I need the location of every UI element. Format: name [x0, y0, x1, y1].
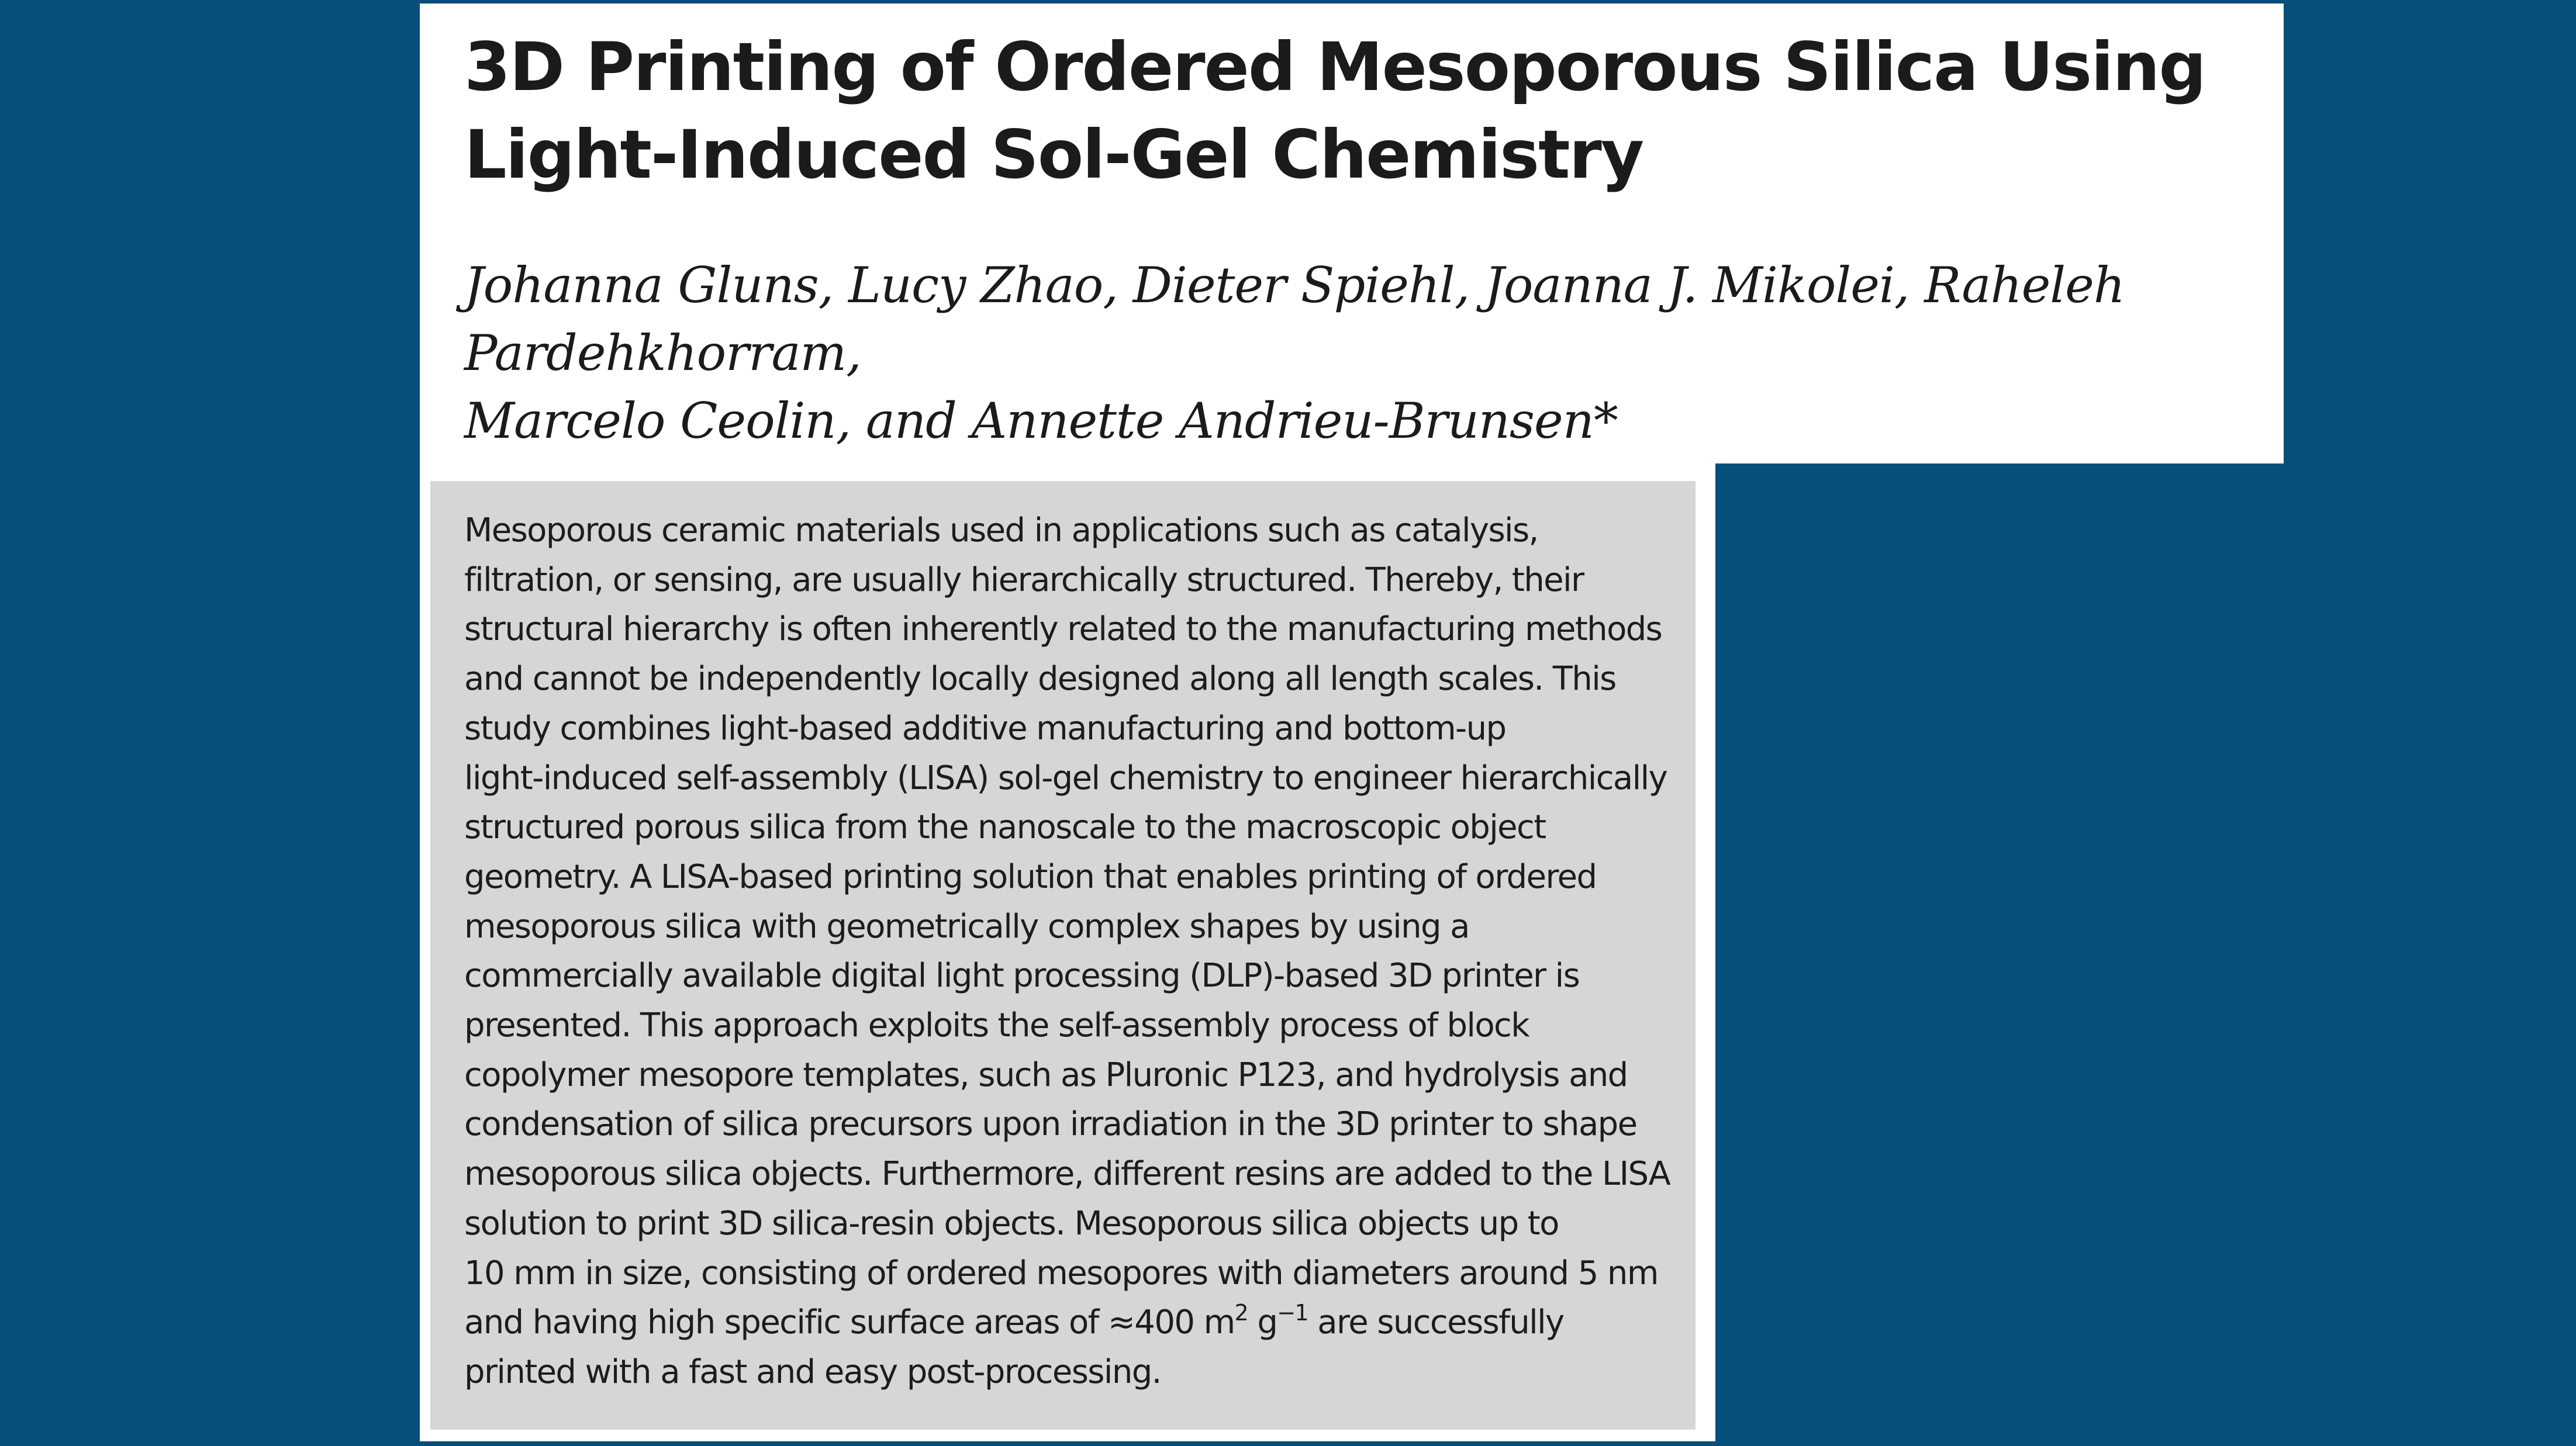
- abstract-line: 10 mm in size, consisting of ordered mesopores with diameters around 5 nm: [464, 1254, 1658, 1292]
- abstract-segment: g: [1248, 1303, 1277, 1342]
- abstract-segment: and having high specific surface areas of ≈400 m: [464, 1303, 1235, 1342]
- abstract-line: and cannot be independently locally designed along all length scales. This: [464, 660, 1616, 698]
- author-line: Johanna Gluns, Lucy Zhao, Dieter Spiehl, Joanna J. Mikolei, Raheleh Pardehkhorram,: [464, 257, 2125, 382]
- abstract-line: copolymer mesopore templates, such as Pluronic P123, and hydrolysis and: [464, 1056, 1628, 1094]
- abstract-line: commercially available digital light processing (DLP)-based 3D printer is: [464, 957, 1580, 995]
- abstract-segment: are successfully: [1308, 1303, 1564, 1342]
- abstract-line: structured porous silica from the nanoscale to the macroscopic object: [464, 808, 1546, 847]
- abstract-line-with-units: [464, 1298, 1680, 1348]
- abstract-text: [464, 506, 1680, 1397]
- superscript-exponent: −1: [1277, 1300, 1308, 1326]
- abstract-line: structural hierarchy is often inherently related to the manufacturing methods: [464, 610, 1662, 649]
- abstract-line: light-induced self-assembly (LISA) sol-gel chemistry to engineer hierarchically: [464, 759, 1667, 797]
- abstract-line: mesoporous silica objects. Furthermore, different resins are added to the LISA: [464, 1155, 1670, 1194]
- abstract-line: solution to print 3D silica-resin objects. Mesoporous silica objects up to: [464, 1204, 1559, 1243]
- abstract-line: geometry. A LISA-based printing solution that enables printing of ordered: [464, 857, 1597, 896]
- author-list: [464, 251, 2277, 455]
- paper-title: [464, 23, 2247, 199]
- abstract-line: Mesoporous ceramic materials used in applications such as catalysis,: [464, 511, 1538, 549]
- abstract-line: filtration, or sensing, are usually hierarchically structured. Thereby, their: [464, 561, 1584, 599]
- abstract-line: presented. This approach exploits the self-assembly process of block: [464, 1006, 1529, 1045]
- superscript-exponent: 2: [1234, 1300, 1248, 1326]
- author-line: Marcelo Ceolin, and Annette Andrieu-Brunsen*: [464, 392, 1618, 449]
- abstract-line: mesoporous silica with geometrically complex shapes by using a: [464, 907, 1469, 946]
- paper-title-line: Light-Induced Sol-Gel Chemistry: [464, 116, 1643, 193]
- paper-title-line: 3D Printing of Ordered Mesoporous Silica Using: [464, 28, 2206, 106]
- abstract-line: printed with a fast and easy post-processing.: [464, 1352, 1161, 1391]
- abstract-line: condensation of silica precursors upon irradiation in the 3D printer to shape: [464, 1105, 1637, 1144]
- abstract-line: study combines light-based additive manufacturing and bottom-up: [464, 709, 1506, 748]
